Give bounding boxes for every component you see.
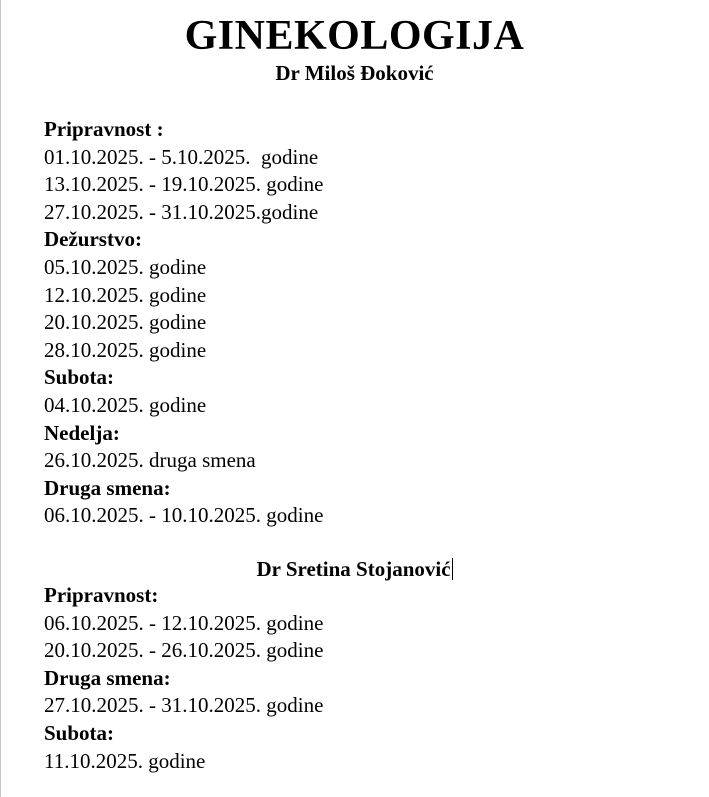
schedule-entry: 20.10.2025. - 26.10.2025. godine [44,638,324,663]
page-left-edge [0,0,1,797]
schedule-entry: 06.10.2025. - 12.10.2025. godine [44,610,324,635]
doctor-1-schedule [44,116,684,530]
schedule-entry: 01.10.2025. - 5.10.2025. godine [44,144,319,169]
schedule-entry: 11.10.2025. godine [44,748,206,773]
schedule-entry: 05.10.2025. godine [44,254,207,279]
schedule-entry: 27.10.2025. - 31.10.2025. godine [44,693,324,718]
schedule-label-dezurstvo: Dežurstvo: [44,227,142,252]
doctor-1-name: Dr Miloš Đoković [275,61,434,85]
schedule-entry: 26.10.2025. druga smena [44,448,256,473]
page-title: GINEKOLOGIJA [184,13,525,59]
schedule-label-nedelja: Nedelja: [44,420,120,445]
schedule-entry: 12.10.2025. godine [44,282,207,307]
schedule-entry: 04.10.2025. godine [44,392,207,417]
schedule-label-subota: Subota: [44,365,115,390]
doctor-2-schedule [44,582,684,775]
schedule-entry: 13.10.2025. - 19.10.2025. godine [44,172,324,197]
schedule-label-pripravnost: Pripravnost : [44,117,164,141]
schedule-label-subota: Subota: [44,720,115,745]
schedule-entry: 28.10.2025. godine [44,337,207,362]
doctor-2-name-line [0,556,709,582]
schedule-label-pripravnost: Pripravnost: [44,583,159,607]
schedule-entry: 06.10.2025. - 10.10.2025. godine [44,503,324,528]
schedule-entry: 20.10.2025. godine [44,310,207,335]
doctor-2-name: Dr Sretina Stojanović [256,557,451,581]
schedule-label-druga-smena: Druga smena: [44,475,171,500]
text-cursor [452,558,453,580]
schedule-label-druga-smena: Druga smena: [44,665,171,690]
schedule-entry: 27.10.2025. - 31.10.2025.godine [44,199,319,224]
